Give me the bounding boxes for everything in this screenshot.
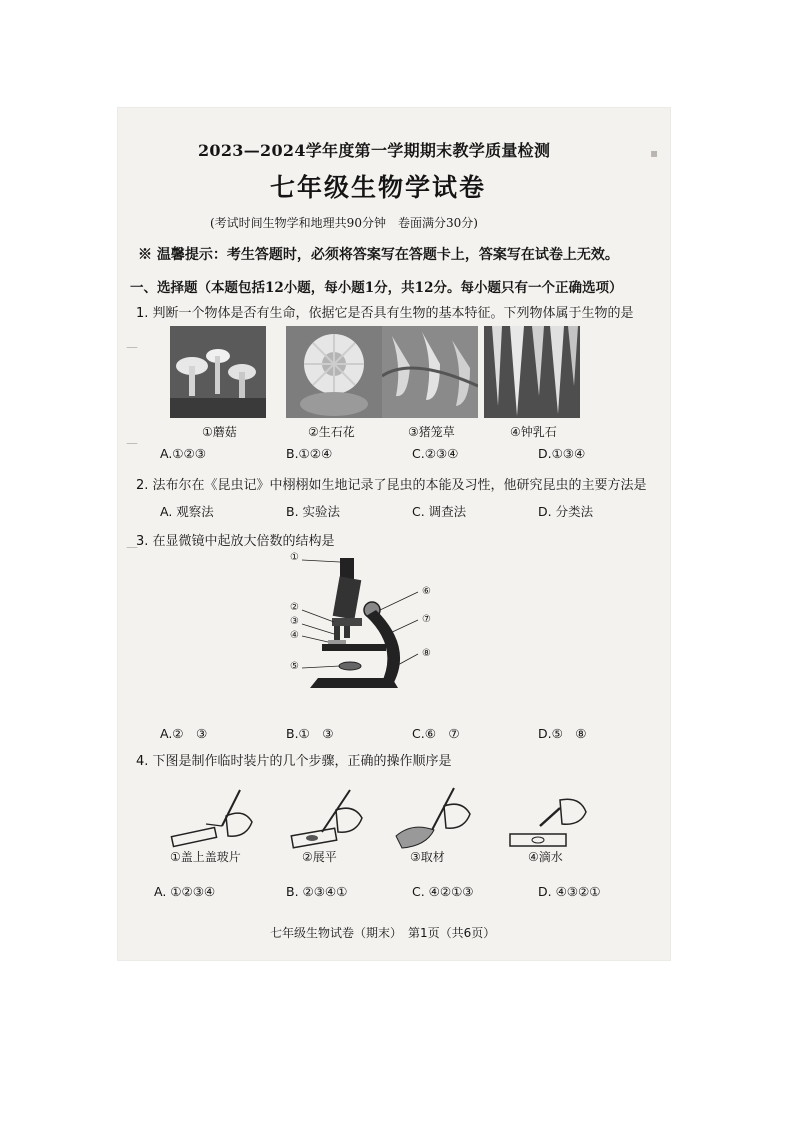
bleed-mark: — — [126, 340, 138, 354]
question-2-stem: 2. 法布尔在《昆虫记》中栩栩如生地记录了昆虫的本能及习性，他研究昆虫的主要方法是 — [136, 478, 647, 493]
q4-option-b: B. ②③④① — [286, 884, 348, 899]
photo-pitcher-plant — [382, 326, 478, 418]
section-heading: 一、选择题（本题包括12小题，每小题1分，共12分。每小题只有一个正确选项） — [130, 280, 623, 296]
q3-option-b: B.① ③ — [286, 726, 334, 741]
microscope-label-5: ⑤ — [290, 661, 299, 672]
caption-cover-slip: ①盖上盖玻片 — [170, 850, 241, 864]
q3-option-a: A.② ③ — [160, 726, 208, 741]
caption-spread: ②展平 — [302, 850, 337, 864]
warm-tip: ※ 温馨提示：考生答题时，必须将答案写在答题卡上，答案写在试卷上无效。 — [138, 247, 619, 263]
q1-option-c: C.②③④ — [412, 446, 459, 461]
exam-header: 2023—2024学年度第一学期期末教学质量检测 — [198, 141, 551, 160]
q2-option-d: D. 分类法 — [538, 504, 594, 519]
microscope-label-7: ⑦ — [422, 614, 431, 625]
q3-option-d: D.⑤ ⑧ — [538, 726, 587, 741]
bleed-mark: ▪ — [650, 146, 659, 160]
q4-option-d: D. ④③②① — [538, 884, 601, 899]
microscope-label-1: ① — [290, 552, 299, 563]
bleed-mark: — — [126, 436, 138, 450]
q1-option-d: D.①③④ — [538, 446, 586, 461]
microscope-label-4: ④ — [290, 630, 299, 641]
microscope-diagram — [288, 548, 458, 698]
q1-option-b: B.①②④ — [286, 446, 333, 461]
caption-pitcher-plant: ③猪笼草 — [408, 425, 455, 439]
microscope-label-2: ② — [290, 602, 299, 613]
microscope-label-3: ③ — [290, 616, 299, 627]
step-drop-water-image — [500, 786, 590, 856]
page-title: 七年级生物学试卷 — [270, 173, 487, 202]
q3-option-c: C.⑥ ⑦ — [412, 726, 460, 741]
q4-option-a: A. ①②③④ — [154, 884, 216, 899]
q4-option-c: C. ④②①③ — [412, 884, 474, 899]
caption-drop-water: ④滴水 — [528, 850, 563, 864]
step-spread-image — [278, 786, 368, 856]
q1-option-a: A.①②③ — [160, 446, 206, 461]
bleed-mark: — — [126, 540, 138, 554]
question-4-stem: 4. 下图是制作临时装片的几个步骤，正确的操作顺序是 — [136, 754, 452, 769]
step-cover-slip-image — [166, 786, 256, 856]
q2-option-c: C. 调查法 — [412, 504, 467, 519]
question-1-stem: 1. 判断一个物体是否有生命，依据它是否具有生物的基本特征。下列物体属于生物的是 — [136, 306, 634, 321]
q2-option-a: A. 观察法 — [160, 504, 214, 519]
photo-mushroom — [170, 326, 266, 418]
question-3-stem: 3. 在显微镜中起放大倍数的结构是 — [136, 534, 335, 549]
caption-mushroom: ①蘑菇 — [202, 425, 237, 439]
caption-sampling: ③取材 — [410, 850, 445, 864]
microscope-label-6: ⑥ — [422, 586, 431, 597]
page-footer: 七年级生物试卷（期末） 第1页（共6页） — [270, 926, 496, 940]
photo-stalactite — [484, 326, 580, 418]
exam-note: (考试时间生物学和地理共90分钟 卷面满分30分) — [210, 216, 478, 230]
caption-stalactite: ④钟乳石 — [510, 425, 557, 439]
q2-option-b: B. 实验法 — [286, 504, 341, 519]
scanned-page — [118, 108, 670, 960]
microscope-label-8: ⑧ — [422, 648, 431, 659]
caption-lithops: ②生石花 — [308, 425, 355, 439]
step-sampling-image — [386, 786, 476, 856]
photo-lithops — [286, 326, 382, 418]
